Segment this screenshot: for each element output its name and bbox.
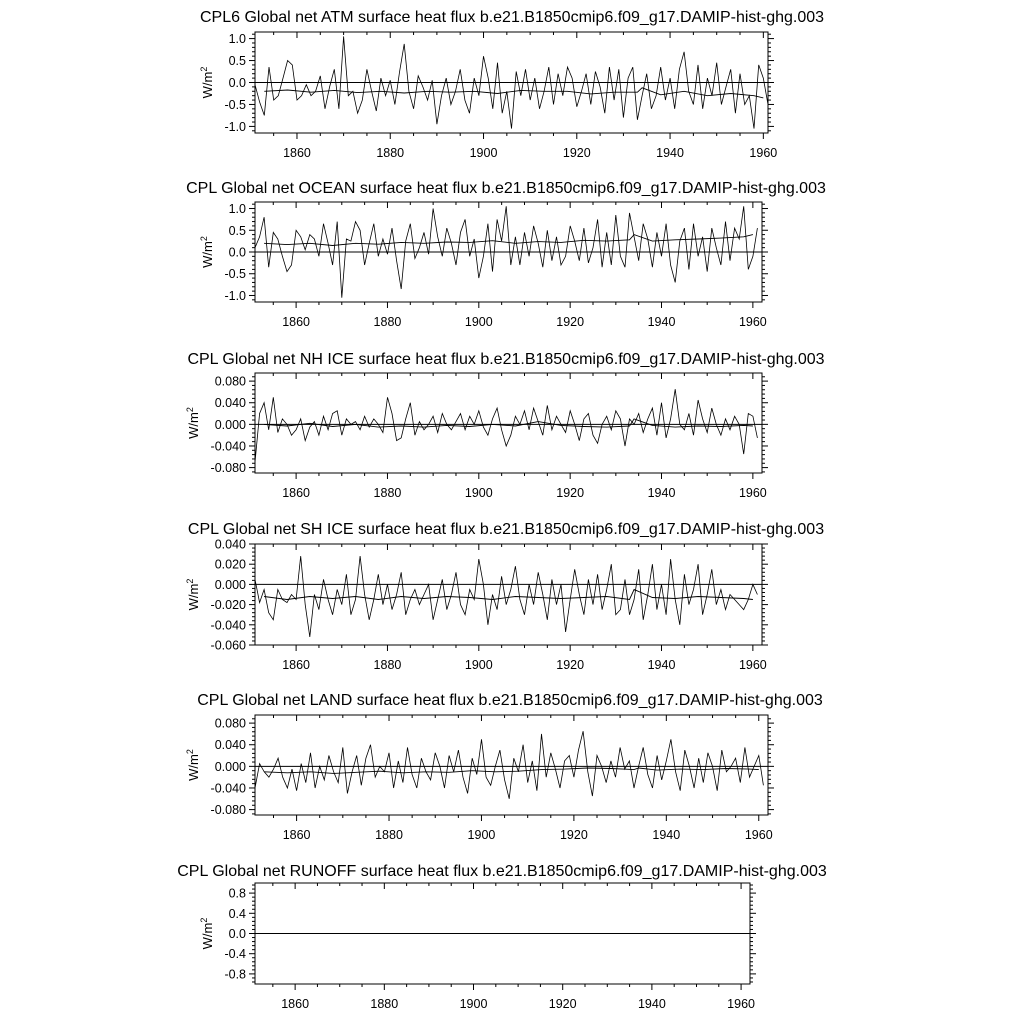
y-axis-label-exponent: 2 <box>184 407 195 413</box>
x-tick-label: 1920 <box>562 146 591 160</box>
x-tick-label: 1900 <box>464 486 493 500</box>
y-tick-label: -0.8 <box>224 967 246 982</box>
chart-title: CPL Global net SH ICE surface heat flux b.e21.B1850cmip6.f09_g17.DAMIP-hist-ghg.003 <box>187 521 825 538</box>
x-tick-label: 1860 <box>282 315 311 329</box>
y-axis-label-unit: W/m <box>200 71 216 99</box>
y-tick-label: -0.020 <box>210 598 246 613</box>
y-tick-label: 0.080 <box>214 374 246 389</box>
series-line-annual <box>255 731 763 799</box>
y-tick-label: -0.060 <box>210 638 246 653</box>
chart-panel-1 <box>199 9 824 160</box>
chart-panel-3 <box>185 351 825 500</box>
y-tick-label: 0.080 <box>214 716 246 731</box>
x-tick-label: 1880 <box>373 658 402 672</box>
series-line-smoothed <box>264 768 759 773</box>
x-tick-label: 1920 <box>556 658 585 672</box>
y-tick-label: -0.080 <box>210 461 246 476</box>
y-tick-label: 0.4 <box>228 906 246 921</box>
y-tick-label: 0.000 <box>214 577 246 592</box>
x-tick-label: 1920 <box>559 828 588 842</box>
x-tick-label: 1940 <box>647 658 676 672</box>
y-tick-label: 0.040 <box>214 396 246 411</box>
y-axis-label-exponent: 2 <box>199 917 210 923</box>
x-tick-label: 1940 <box>647 486 676 500</box>
y-tick-label: -0.040 <box>210 618 246 633</box>
y-axis-label-unit: W/m <box>185 412 201 439</box>
y-tick-label: 0.020 <box>214 557 246 572</box>
y-tick-label: 0.5 <box>228 54 246 69</box>
y-tick-label: -0.040 <box>210 439 246 454</box>
chart-title: CPL6 Global net ATM surface heat flux b.e21.B1850cmip6.f09_g17.DAMIP-hist-ghg.003 <box>199 9 825 26</box>
x-tick-label: 1940 <box>647 315 676 329</box>
x-tick-label: 1960 <box>727 997 755 1011</box>
y-axis-label <box>199 236 215 268</box>
x-tick-label: 1880 <box>375 828 403 842</box>
y-tick-label: 0.000 <box>214 759 246 774</box>
x-tick-label: 1920 <box>556 315 585 329</box>
chart-panel-5 <box>185 692 823 842</box>
chart-panel-2 <box>186 180 826 329</box>
y-axis-label-unit: W/m <box>185 754 201 781</box>
y-tick-label: 0.8 <box>228 886 246 901</box>
y-axis-label-exponent: 2 <box>184 749 195 755</box>
x-tick-label: 1960 <box>738 658 767 672</box>
y-axis-label <box>185 749 201 781</box>
x-tick-label: 1900 <box>464 315 493 329</box>
y-tick-label: -0.080 <box>210 803 246 818</box>
y-tick-label: 1.0 <box>228 202 246 217</box>
y-tick-label: 0.040 <box>214 738 246 753</box>
x-tick-label: 1940 <box>637 997 666 1011</box>
y-tick-label: -1.0 <box>224 288 246 303</box>
y-tick-label: -1.0 <box>224 119 246 134</box>
x-tick-label: 1900 <box>467 828 496 842</box>
y-axis-label-unit: W/m <box>185 583 201 611</box>
y-tick-label: 0.000 <box>214 417 246 432</box>
chart-panel-6 <box>177 863 827 1011</box>
x-tick-label: 1860 <box>281 997 310 1011</box>
x-tick-label: 1940 <box>656 146 684 160</box>
chart-panel-4 <box>185 521 824 672</box>
x-tick-label: 1960 <box>738 315 767 329</box>
x-tick-label: 1900 <box>464 658 493 672</box>
y-tick-label: -0.5 <box>224 97 246 112</box>
y-tick-label: 1.0 <box>228 32 246 47</box>
y-tick-label: 0.0 <box>228 76 246 90</box>
y-axis-label-exponent: 2 <box>199 236 210 242</box>
x-tick-label: 1880 <box>373 315 402 329</box>
y-tick-label: -0.4 <box>224 947 246 962</box>
y-tick-label: 0.0 <box>228 927 246 941</box>
x-tick-label: 1860 <box>282 828 311 842</box>
x-tick-label: 1920 <box>556 486 585 500</box>
series-line-annual <box>255 556 757 637</box>
x-tick-label: 1960 <box>744 828 773 842</box>
x-tick-label: 1940 <box>652 828 681 842</box>
y-axis-label-exponent: 2 <box>184 578 195 584</box>
y-tick-label: -0.5 <box>224 267 246 282</box>
chart-title: CPL Global net LAND surface heat flux b.e21.B1850cmip6.f09_g17.DAMIP-hist-ghg.003 <box>197 692 823 709</box>
x-tick-label: 1860 <box>282 486 311 500</box>
y-axis-label <box>199 67 215 99</box>
y-axis-label <box>199 918 215 950</box>
y-tick-label: 0.040 <box>214 537 246 552</box>
x-tick-label: 1960 <box>738 486 767 500</box>
y-tick-label: 0.5 <box>228 223 246 238</box>
x-tick-label: 1880 <box>376 146 405 160</box>
y-axis-label-exponent: 2 <box>199 66 210 72</box>
x-tick-label: 1880 <box>370 997 399 1011</box>
x-tick-label: 1920 <box>548 997 577 1011</box>
y-tick-label: 0.0 <box>228 245 246 260</box>
y-axis-label-unit: W/m <box>200 241 216 268</box>
x-tick-label: 1860 <box>282 658 311 672</box>
x-tick-label: 1880 <box>373 486 402 500</box>
y-axis-label <box>185 407 201 439</box>
chart-title: CPL Global net NH ICE surface heat flux b.e21.B1850cmip6.f09_g17.DAMIP-hist-ghg.003 <box>187 351 825 368</box>
chart-title: CPL Global net OCEAN surface heat flux b.e21.B1850cmip6.f09_g17.DAMIP-hist-ghg.003 <box>186 180 826 197</box>
plot-frame <box>255 544 762 645</box>
x-tick-label: 1960 <box>749 146 778 160</box>
y-axis-label-unit: W/m <box>200 922 216 950</box>
x-tick-label: 1900 <box>459 997 488 1011</box>
y-tick-label: -0.040 <box>210 781 246 796</box>
chart-title: CPL Global net RUNOFF surface heat flux b.e21.B1850cmip6.f09_g17.DAMIP-hist-ghg.003 <box>177 863 827 880</box>
y-axis-label <box>185 579 201 611</box>
x-tick-label: 1860 <box>283 146 311 160</box>
x-tick-label: 1900 <box>469 146 498 160</box>
